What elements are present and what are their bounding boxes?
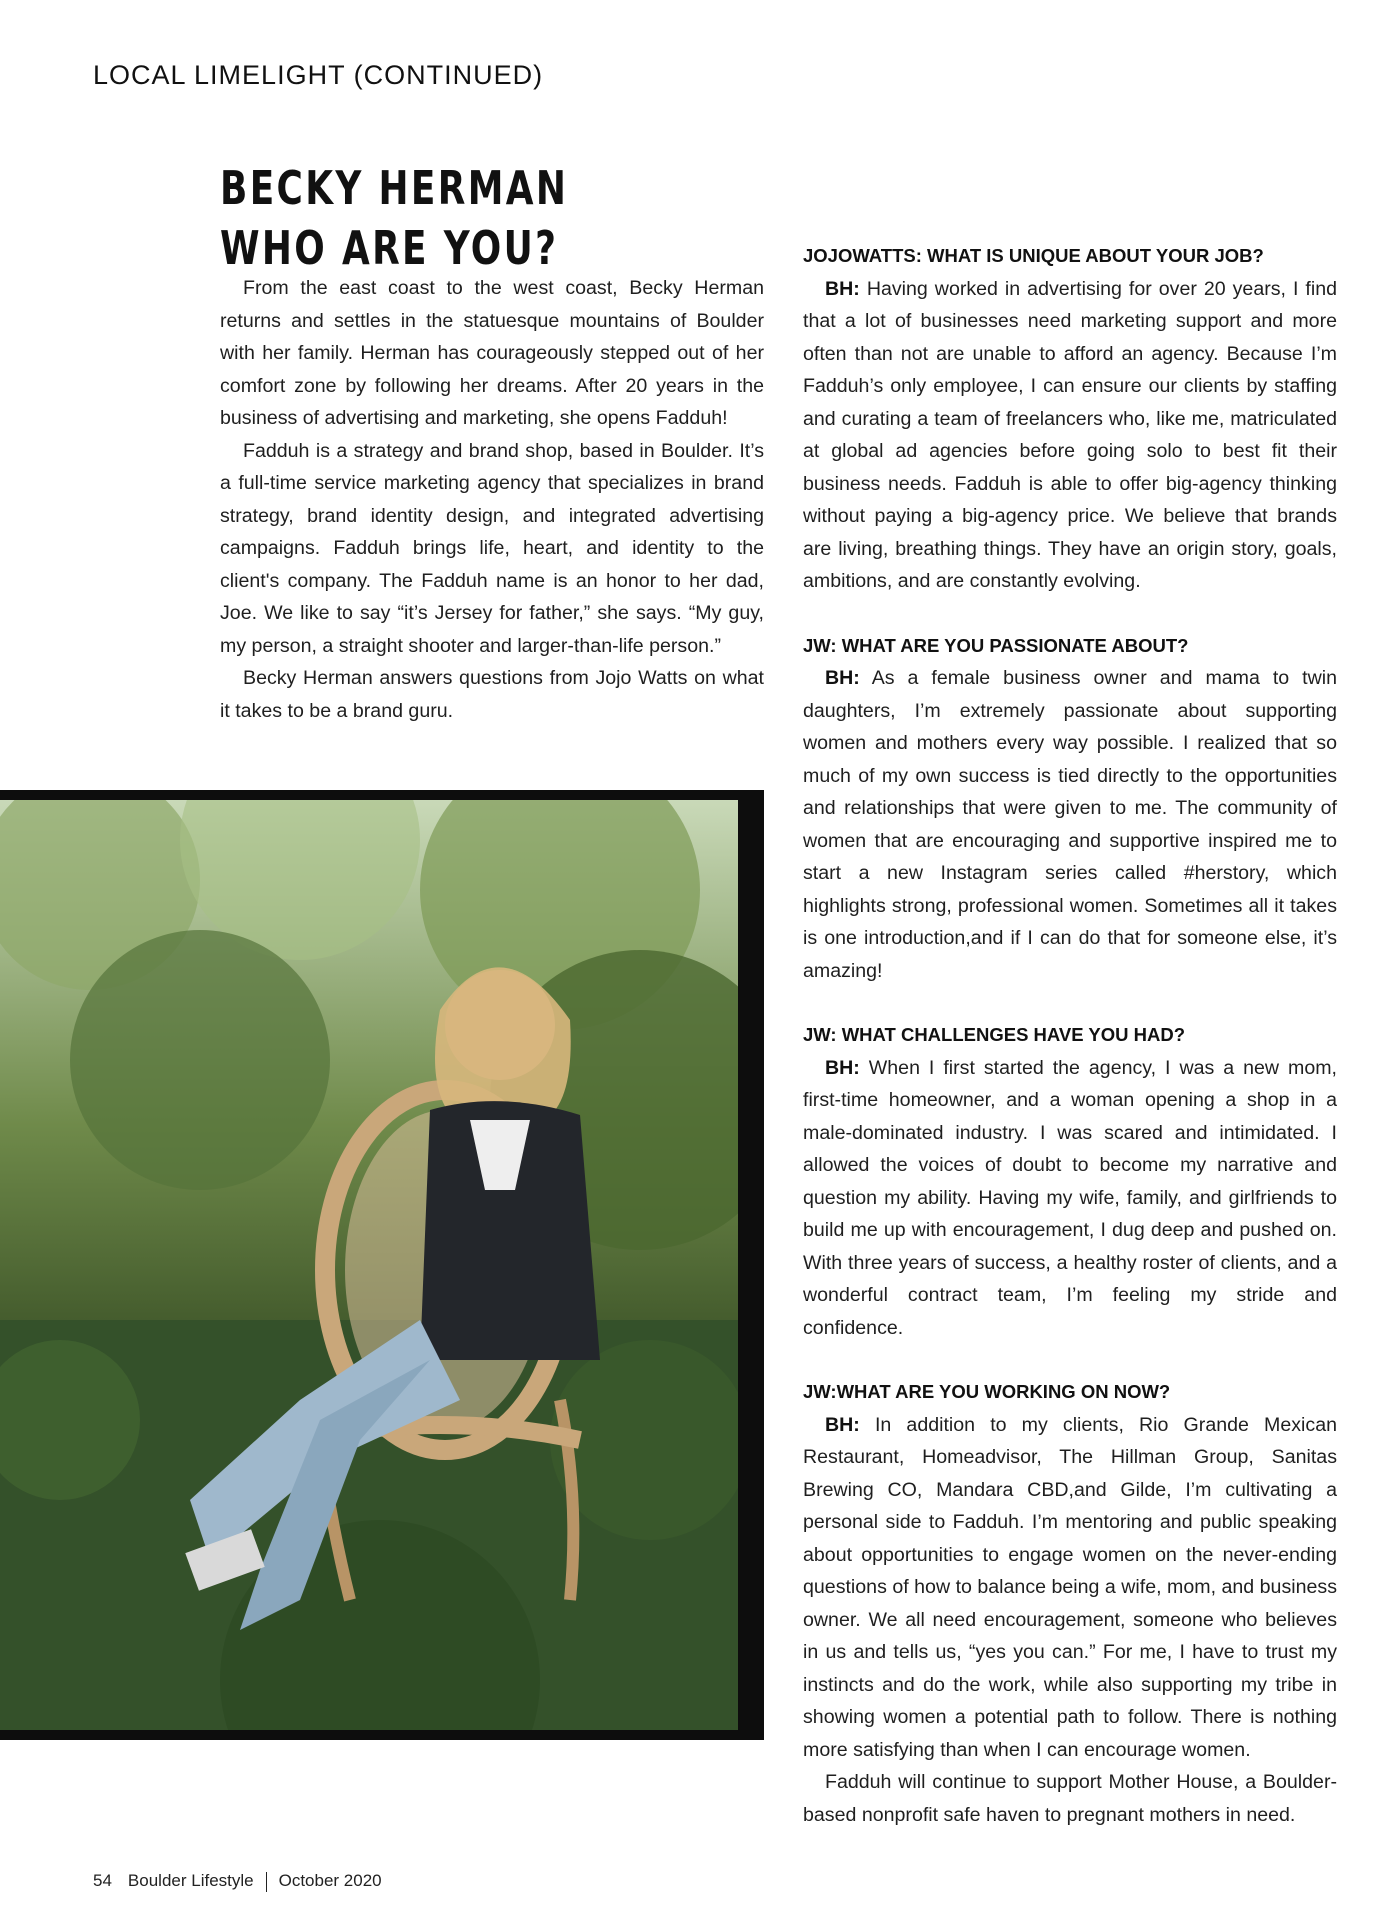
answer-text: In addition to my clients, Rio Grande Mexican Restaurant, Homeadvisor, The Hillman Group, Sanitas Brewing CO, Mandara CBD,and Gilde, I’m cultivating a personal side to Fadduh. I’m mentoring and public speaking about opportunities to engage women on the never-ending questions of how to balance being a wife, mom, and business owner. We all need encouragement, someone who believes in us and tells us, “yes you can.” For me, I have to trust my instincts and do the work, while also supporting my tribe in showing women a potential path to follow. There is nothing more satisfying than when I can encourage women. bbox=[803, 1413, 1337, 1761]
interview-question: JW: WHAT ARE YOU PASSIONATE ABOUT? bbox=[803, 634, 1189, 656]
photo-image bbox=[0, 800, 738, 1730]
intro-paragraph: Becky Herman answers questions from Jojo Watts on what it takes to be a brand guru. bbox=[220, 667, 764, 722]
page-number: 54 bbox=[93, 1871, 112, 1890]
interview-question: JW: WHAT CHALLENGES HAVE YOU HAD? bbox=[803, 1024, 1185, 1045]
interview-question: JW:WHAT ARE YOU WORKING ON NOW? bbox=[803, 1381, 1171, 1402]
qa-block bbox=[803, 1376, 1337, 1831]
qa-block bbox=[803, 630, 1337, 988]
intro-column bbox=[220, 272, 764, 727]
photo-illustration bbox=[0, 800, 738, 1730]
answer-text: As a female business owner and mama to twin daughters, I’m extremely passionate about supporting women and mothers every way possible. I realized that so much of my own success is tied directly to the opportunities and relationships that were given to me. The community of women that are encouraging and supportive inspired me to start a new Instagram series called #herstory, which highlights strong, professional women. Sometimes all it takes is one introduction,and if I can do that for someone else, it’s amazing! bbox=[803, 667, 1337, 982]
publication-name: Boulder Lifestyle bbox=[127, 1871, 254, 1890]
issue-date: October 2020 bbox=[278, 1871, 382, 1890]
answer-lead: BH: bbox=[825, 1056, 860, 1079]
headline-line-2: WHO ARE YOU? bbox=[220, 221, 559, 275]
section-label: LOCAL LIMELIGHT (CONTINUED) bbox=[93, 60, 544, 90]
interview-answer bbox=[803, 1052, 1337, 1345]
interview-answer bbox=[803, 662, 1337, 987]
portrait-photo bbox=[0, 790, 764, 1740]
answer-text: Having worked in advertising for over 20 years, I find that a lot of businesses need marketing support and more often than not are unable to afford an agency. Because I’m Fadduh’s only employee, I can ensure our clients by staffing and curating a team of freelancers who, like me, matriculated at global ad agencies before going solo to best fit their business needs. Fadduh is able to offer big-agency thinking without paying a big-agency price. We believe that brands are living, breathing things. They have an origin story, goals, ambitions, and are constantly evolving. bbox=[803, 277, 1337, 592]
answer-lead: BH: bbox=[825, 667, 860, 689]
qa-block bbox=[803, 1019, 1337, 1344]
answer-lead: BH: bbox=[825, 277, 860, 300]
answer-text: When I first started the agency, I was a new mom, first-time homeowner, and a woman opening a shop in a male-dominated industry. I was scared and intimidated. I allowed the voices of doubt to become my narrative and question my ability. Having my wife, family, and girlfriends to build me up with encouragement, I dug deep and pushed on. With three years of success, a healthy roster of clients, and a wonderful contract team, I’m feeling my stride and confidence. bbox=[803, 1056, 1337, 1339]
interview-answer bbox=[803, 1409, 1337, 1767]
headline-line-1: BECKY HERMAN bbox=[220, 161, 569, 215]
qa-block bbox=[803, 240, 1337, 598]
closing-paragraph: Fadduh will continue to support Mother House, a Boulder-based nonprofit safe haven to pregnant mothers in need. bbox=[803, 1771, 1337, 1826]
footer-divider bbox=[266, 1872, 267, 1892]
intro-paragraph: From the east coast to the west coast, Becky Herman returns and settles in the statuesque mountains of Boulder with her family. Herman has courageously stepped out of her comfort zone by following her dreams. After 20 years in the business of advertising and marketing, she opens Fadduh! bbox=[220, 277, 764, 429]
interview-column bbox=[803, 240, 1337, 1863]
page-footer bbox=[93, 1871, 382, 1892]
headline bbox=[220, 158, 568, 278]
intro-paragraph: Fadduh is a strategy and brand shop, based in Boulder. It’s a full-time service marketing agency that specializes in brand strategy, brand identity design, and integrated advertising campaigns. Fadduh brings life, heart, and identity to the client's company. The Fadduh name is an honor to her dad, Joe. We like to say “it’s Jersey for father,” she says. “My guy, my person, a straight shooter and larger-than-life person.” bbox=[220, 439, 764, 657]
interview-question: JOJOWATTS: WHAT IS UNIQUE ABOUT YOUR JOB? bbox=[803, 245, 1264, 266]
answer-lead: BH: bbox=[825, 1413, 860, 1436]
interview-answer bbox=[803, 273, 1337, 598]
